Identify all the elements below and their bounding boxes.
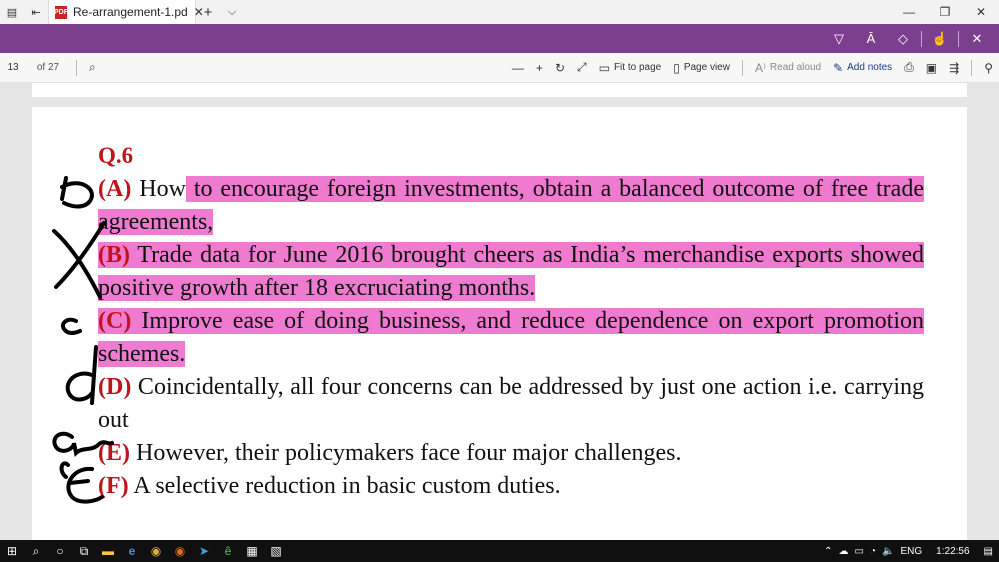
tab-preview-chevron-icon[interactable]: ⌵ [227, 5, 237, 18]
toolbar-divider [76, 60, 77, 76]
save-button[interactable] [920, 55, 943, 81]
ink-mark-d [68, 347, 96, 403]
set-tabs-aside-icon[interactable]: ▤ [6, 6, 18, 19]
save-as-button[interactable] [943, 55, 965, 81]
unpin-icon: ⚲ [984, 60, 993, 75]
print-icon: ⎙ [904, 60, 914, 74]
pen-icon: ✎ [833, 60, 844, 75]
ink-annotation-e [46, 463, 136, 533]
option-text: A selective reduction in basic custom duties. [128, 473, 561, 499]
notifications-icon[interactable]: ▤ [983, 545, 993, 557]
pdf-page [32, 107, 967, 547]
ink-toolbar [0, 24, 999, 53]
highlighter-icon[interactable]: Ā [866, 31, 876, 46]
new-tab-button[interactable]: + [203, 3, 213, 21]
language-indicator[interactable]: ENG [900, 545, 923, 557]
snipping-tool-icon[interactable]: ▧ [270, 544, 282, 558]
rotate-button[interactable] [549, 55, 571, 81]
ink-mark-a [54, 434, 112, 453]
close-tab-icon[interactable]: ✕ [193, 5, 204, 19]
calculator-icon[interactable]: ▦ [246, 544, 258, 558]
ink-mark-b [62, 178, 92, 207]
option-label: (A) [98, 176, 132, 202]
pdf-viewer[interactable] [0, 83, 999, 540]
tab-title: Re-arrangement-1.pd [73, 5, 188, 19]
browser-tab[interactable] [48, 0, 204, 24]
page-number-input[interactable]: 13 [7, 62, 19, 73]
ink-toolbar-divider [958, 31, 959, 47]
option-text: However, their policymakers face four major challenges. [130, 440, 682, 466]
ink-annotations [32, 107, 152, 467]
show-hidden-icons-chevron-icon[interactable]: ⌃ [824, 545, 833, 557]
minus-icon: — [511, 60, 524, 75]
save-icon: ▣ [925, 60, 938, 75]
chrome-icon[interactable]: ◉ [150, 544, 162, 558]
cortana-icon[interactable]: ○ [56, 544, 64, 558]
save-as-icon: ⇶ [949, 60, 960, 75]
expand-icon: ⤢ [577, 60, 587, 74]
system-tray [824, 540, 999, 562]
highlighted-text: Improve ease of doing business, and reduce dependence on export promotion schemes. [98, 308, 924, 367]
option-text: Coincidentally, all four concerns can be addressed by just one action i.e. carrying out [98, 374, 924, 433]
highlighted-text: to encourage foreign investments, obtain a balanced outcome of free trade agreements, [98, 176, 924, 235]
fullscreen-button[interactable] [571, 55, 593, 81]
previous-page-edge [32, 83, 967, 97]
page-view-icon: ▯ [673, 60, 680, 75]
option-d [98, 371, 924, 437]
read-aloud-icon: A⁾ [754, 60, 766, 75]
ink-mark-x [54, 223, 104, 297]
fit-to-page-button[interactable] [593, 55, 668, 81]
zoom-in-button[interactable] [530, 55, 549, 81]
highlighted-text: Trade data for June 2016 brought cheers as India’s merchandise exports showed positive growth after 18 excruciating months. [98, 242, 924, 301]
toolbar-divider [742, 60, 743, 76]
search-button[interactable] [83, 55, 102, 81]
read-aloud-label: Read aloud [769, 62, 822, 73]
add-notes-button[interactable] [827, 55, 898, 81]
telegram-icon[interactable]: ➤ [198, 544, 210, 558]
toolbar-divider [971, 60, 972, 76]
volume-icon[interactable]: 🔈 [882, 545, 895, 557]
option-label: (B) [98, 242, 130, 268]
minimize-button[interactable]: — [903, 5, 915, 19]
option-label: (E) [98, 440, 130, 466]
option-label: (C) [98, 308, 132, 334]
firefox-icon[interactable]: ◉ [174, 544, 186, 558]
page-view-label: Page view [683, 62, 730, 73]
close-window-button[interactable]: ✕ [975, 5, 987, 19]
pdf-icon: PDF [55, 6, 67, 19]
page-view-button[interactable] [667, 55, 736, 81]
add-notes-label: Add notes [847, 62, 893, 73]
option-b [98, 239, 924, 305]
onedrive-icon[interactable]: ☁ [838, 545, 849, 557]
wifi-icon[interactable]: ◔ [870, 545, 877, 557]
document-text [98, 141, 924, 503]
option-label: (D) [98, 374, 132, 400]
windows-taskbar [0, 540, 999, 562]
ie-icon[interactable]: ê [224, 544, 232, 558]
touch-writing-icon[interactable]: ☝ [931, 30, 949, 46]
fit-page-icon: ▭ [598, 60, 610, 75]
ink-mark-c [63, 320, 80, 333]
restore-button[interactable]: ❐ [939, 5, 951, 19]
battery-icon[interactable]: ▭ [854, 545, 864, 557]
page-count: of 27 [36, 62, 60, 73]
plus-icon: + [535, 60, 543, 75]
fit-to-page-label: Fit to page [613, 62, 662, 73]
tab-back-icon[interactable]: ⇤ [31, 6, 41, 19]
question-heading: Q.6 [98, 143, 134, 168]
clock[interactable]: 1:22:56 [936, 545, 970, 557]
option-a [98, 173, 924, 239]
ink-mark-e-lower [68, 469, 102, 502]
search-icon[interactable]: ⌕ [32, 543, 40, 558]
pen-icon[interactable]: ▽ [834, 30, 844, 46]
exit-ink-icon[interactable]: ✕ [971, 30, 983, 46]
read-aloud-button[interactable] [749, 55, 827, 81]
file-explorer-icon[interactable]: ▬ [102, 544, 114, 558]
task-view-icon[interactable]: ⧉ [79, 543, 89, 558]
rotate-icon: ↻ [554, 60, 565, 75]
ink-toolbar-divider [921, 31, 922, 47]
eraser-icon[interactable]: ◇ [898, 30, 908, 46]
zoom-out-button[interactable] [506, 55, 530, 81]
search-icon: ⌕ [89, 60, 96, 74]
option-label: (F) [98, 473, 129, 499]
option-c [98, 305, 924, 371]
unpin-toolbar-button[interactable] [978, 55, 999, 81]
pdf-toolbar [0, 53, 999, 83]
edge-browser-icon[interactable]: e [128, 544, 136, 558]
start-button-icon[interactable]: ⊞ [6, 544, 18, 558]
option-e [98, 437, 924, 470]
option-f [98, 470, 924, 503]
print-button[interactable] [898, 55, 920, 81]
option-text: How [131, 176, 186, 202]
browser-titlebar [0, 0, 999, 24]
